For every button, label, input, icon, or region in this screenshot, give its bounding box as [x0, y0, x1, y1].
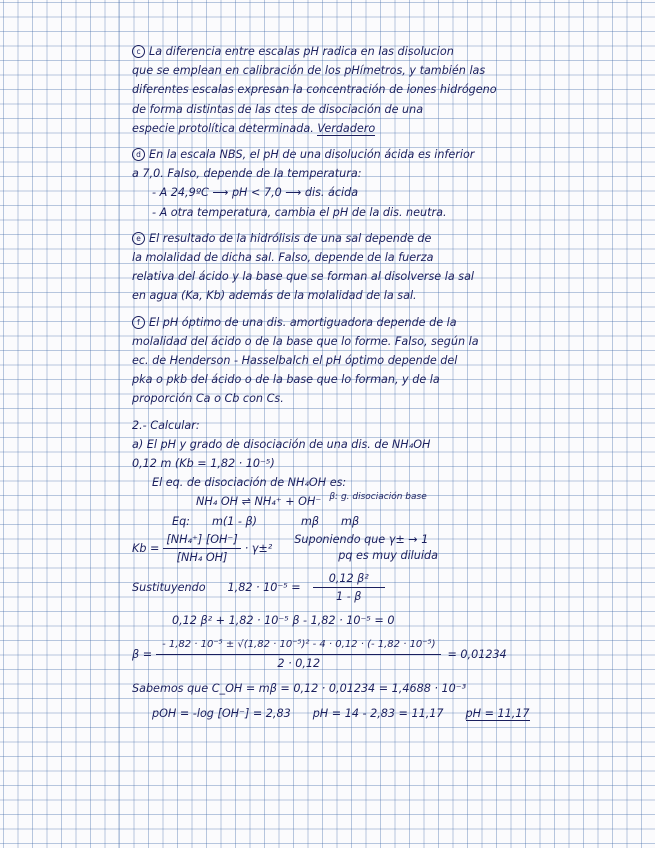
substitution — [132, 570, 574, 605]
beta-numerator: - 1,82 · 10⁻⁵ ± √(1,82 · 10⁻⁵)² - 4 · 0,12 · (- 1,82 · 10⁻⁵) — [156, 636, 441, 655]
statement-d-line: En la escala NBS, el pH de una disolución ácida es inferior — [149, 148, 475, 162]
exercise-statement: a) El pH y grado de disociación de una dis. de NH₄OH — [132, 437, 431, 451]
statement-c-line: que se emplean en calibración de los pHímetros, y también las — [132, 64, 486, 78]
beta-note: β: g. disociación base — [329, 492, 427, 503]
statement-c-line: especie protolítica determinada. — [132, 121, 314, 135]
item-d-marker: d — [132, 148, 145, 161]
kb-numerator: [NH₄⁺] [OH⁻] — [163, 531, 240, 549]
eq-term: mβ — [301, 514, 320, 528]
substitution-denominator: 1 - β — [336, 589, 362, 603]
substitution-numerator: 0,12 β² — [313, 570, 385, 588]
substitution-lhs: 1,82 · 10⁻⁵ = — [227, 580, 301, 594]
exercise-heading: 2.- Calcular: — [132, 418, 200, 432]
eq-label: Eq: — [172, 514, 190, 528]
statement-e-line: la molalidad de dicha sal. Falso, depende de la fuerza — [132, 251, 434, 265]
assumption-line: Suponiendo que γ± → 1 — [294, 533, 429, 547]
item-f-marker: f — [132, 316, 145, 329]
equilibrium-intro: El eq. de disociación de NH₄OH es: — [152, 476, 347, 490]
beta-denominator: 2 · 0,12 — [277, 657, 321, 671]
item-c-marker: c — [132, 45, 145, 58]
bullet-line: - A otra temperatura, cambia el pH de la dis. neutra. — [152, 205, 447, 219]
statement-c-line: de forma distintas de las ctes de disociación de una — [132, 102, 424, 116]
kb-expression — [132, 531, 574, 566]
kb-gamma: · γ±² — [244, 541, 273, 555]
verdict-true: Verdadero — [317, 121, 376, 135]
statement-c-line: diferentes escalas expresan la concentración de iones hidrógeno — [132, 83, 497, 97]
statement-f-line: molalidad del ácido o de la base que lo forme. Falso, según la — [132, 334, 479, 348]
substitution-label: Sustituyendo — [132, 580, 206, 594]
beta-result: = 0,01234 — [447, 647, 507, 661]
statement-c-line: La diferencia entre escalas pH radica en las disolucion — [149, 45, 454, 58]
beta-lhs: β = — [132, 647, 153, 661]
oh-concentration: Sabemos que C_OH = mβ = 0,12 · 0,01234 = 1,4688 · 10⁻³ — [132, 682, 467, 696]
statement-f-line: ec. de Henderson - Hasselbalch el pH óptimo depende del — [132, 354, 458, 368]
statement-d — [132, 145, 574, 222]
statement-f — [132, 313, 574, 409]
eq-term: mβ — [341, 514, 360, 528]
kb-label: Kb = — [132, 541, 160, 555]
ph-calculation: pH = 14 - 2,83 = 11,17 — [312, 707, 444, 721]
ph-final: pH = 11,17 — [465, 707, 530, 721]
assumption-line: pq es muy diluida — [338, 549, 438, 563]
exercise-2 — [132, 416, 574, 724]
handwritten-notes — [132, 42, 574, 730]
statement-c — [132, 42, 574, 138]
bullet-line: - A 24,9ºC ⟶ pH < 7,0 ⟶ dis. ácida — [152, 186, 359, 200]
statement-f-line: El pH óptimo de una dis. amortiguadora depende de la — [149, 315, 457, 329]
statement-e-line: relativa del ácido y la base que se forman al disolverse la sal — [132, 270, 475, 284]
poh-value: pOH = -log [OH⁻] = 2,83 — [152, 707, 291, 721]
exercise-statement: 0,12 m (Kb = 1,82 · 10⁻⁵) — [132, 457, 275, 471]
reaction-equation: NH₄ OH ⇌ NH₄⁺ + OH⁻ — [196, 495, 322, 509]
statement-e — [132, 229, 574, 306]
beta-solution — [132, 636, 574, 673]
margin-line — [118, 0, 119, 848]
statement-d-line: a 7,0. Falso, depende de la temperatura: — [132, 167, 362, 181]
statement-e-line: en agua (Ka, Kb) además de la molalidad de la sal. — [132, 289, 417, 303]
item-e-marker: e — [132, 232, 145, 245]
quadratic-equation: 0,12 β² + 1,82 · 10⁻⁵ β - 1,82 · 10⁻⁵ = 0 — [172, 613, 395, 627]
kb-denominator: [NH₄ OH] — [176, 550, 228, 564]
eq-term: m(1 - β) — [211, 514, 257, 528]
statement-f-line: proporción Ca o Cb con Cs. — [132, 392, 284, 406]
statement-f-line: pka o pkb del ácido o de la base que lo forman, y de la — [132, 373, 440, 387]
statement-e-line: El resultado de la hidrólisis de una sal depende de — [149, 231, 432, 245]
